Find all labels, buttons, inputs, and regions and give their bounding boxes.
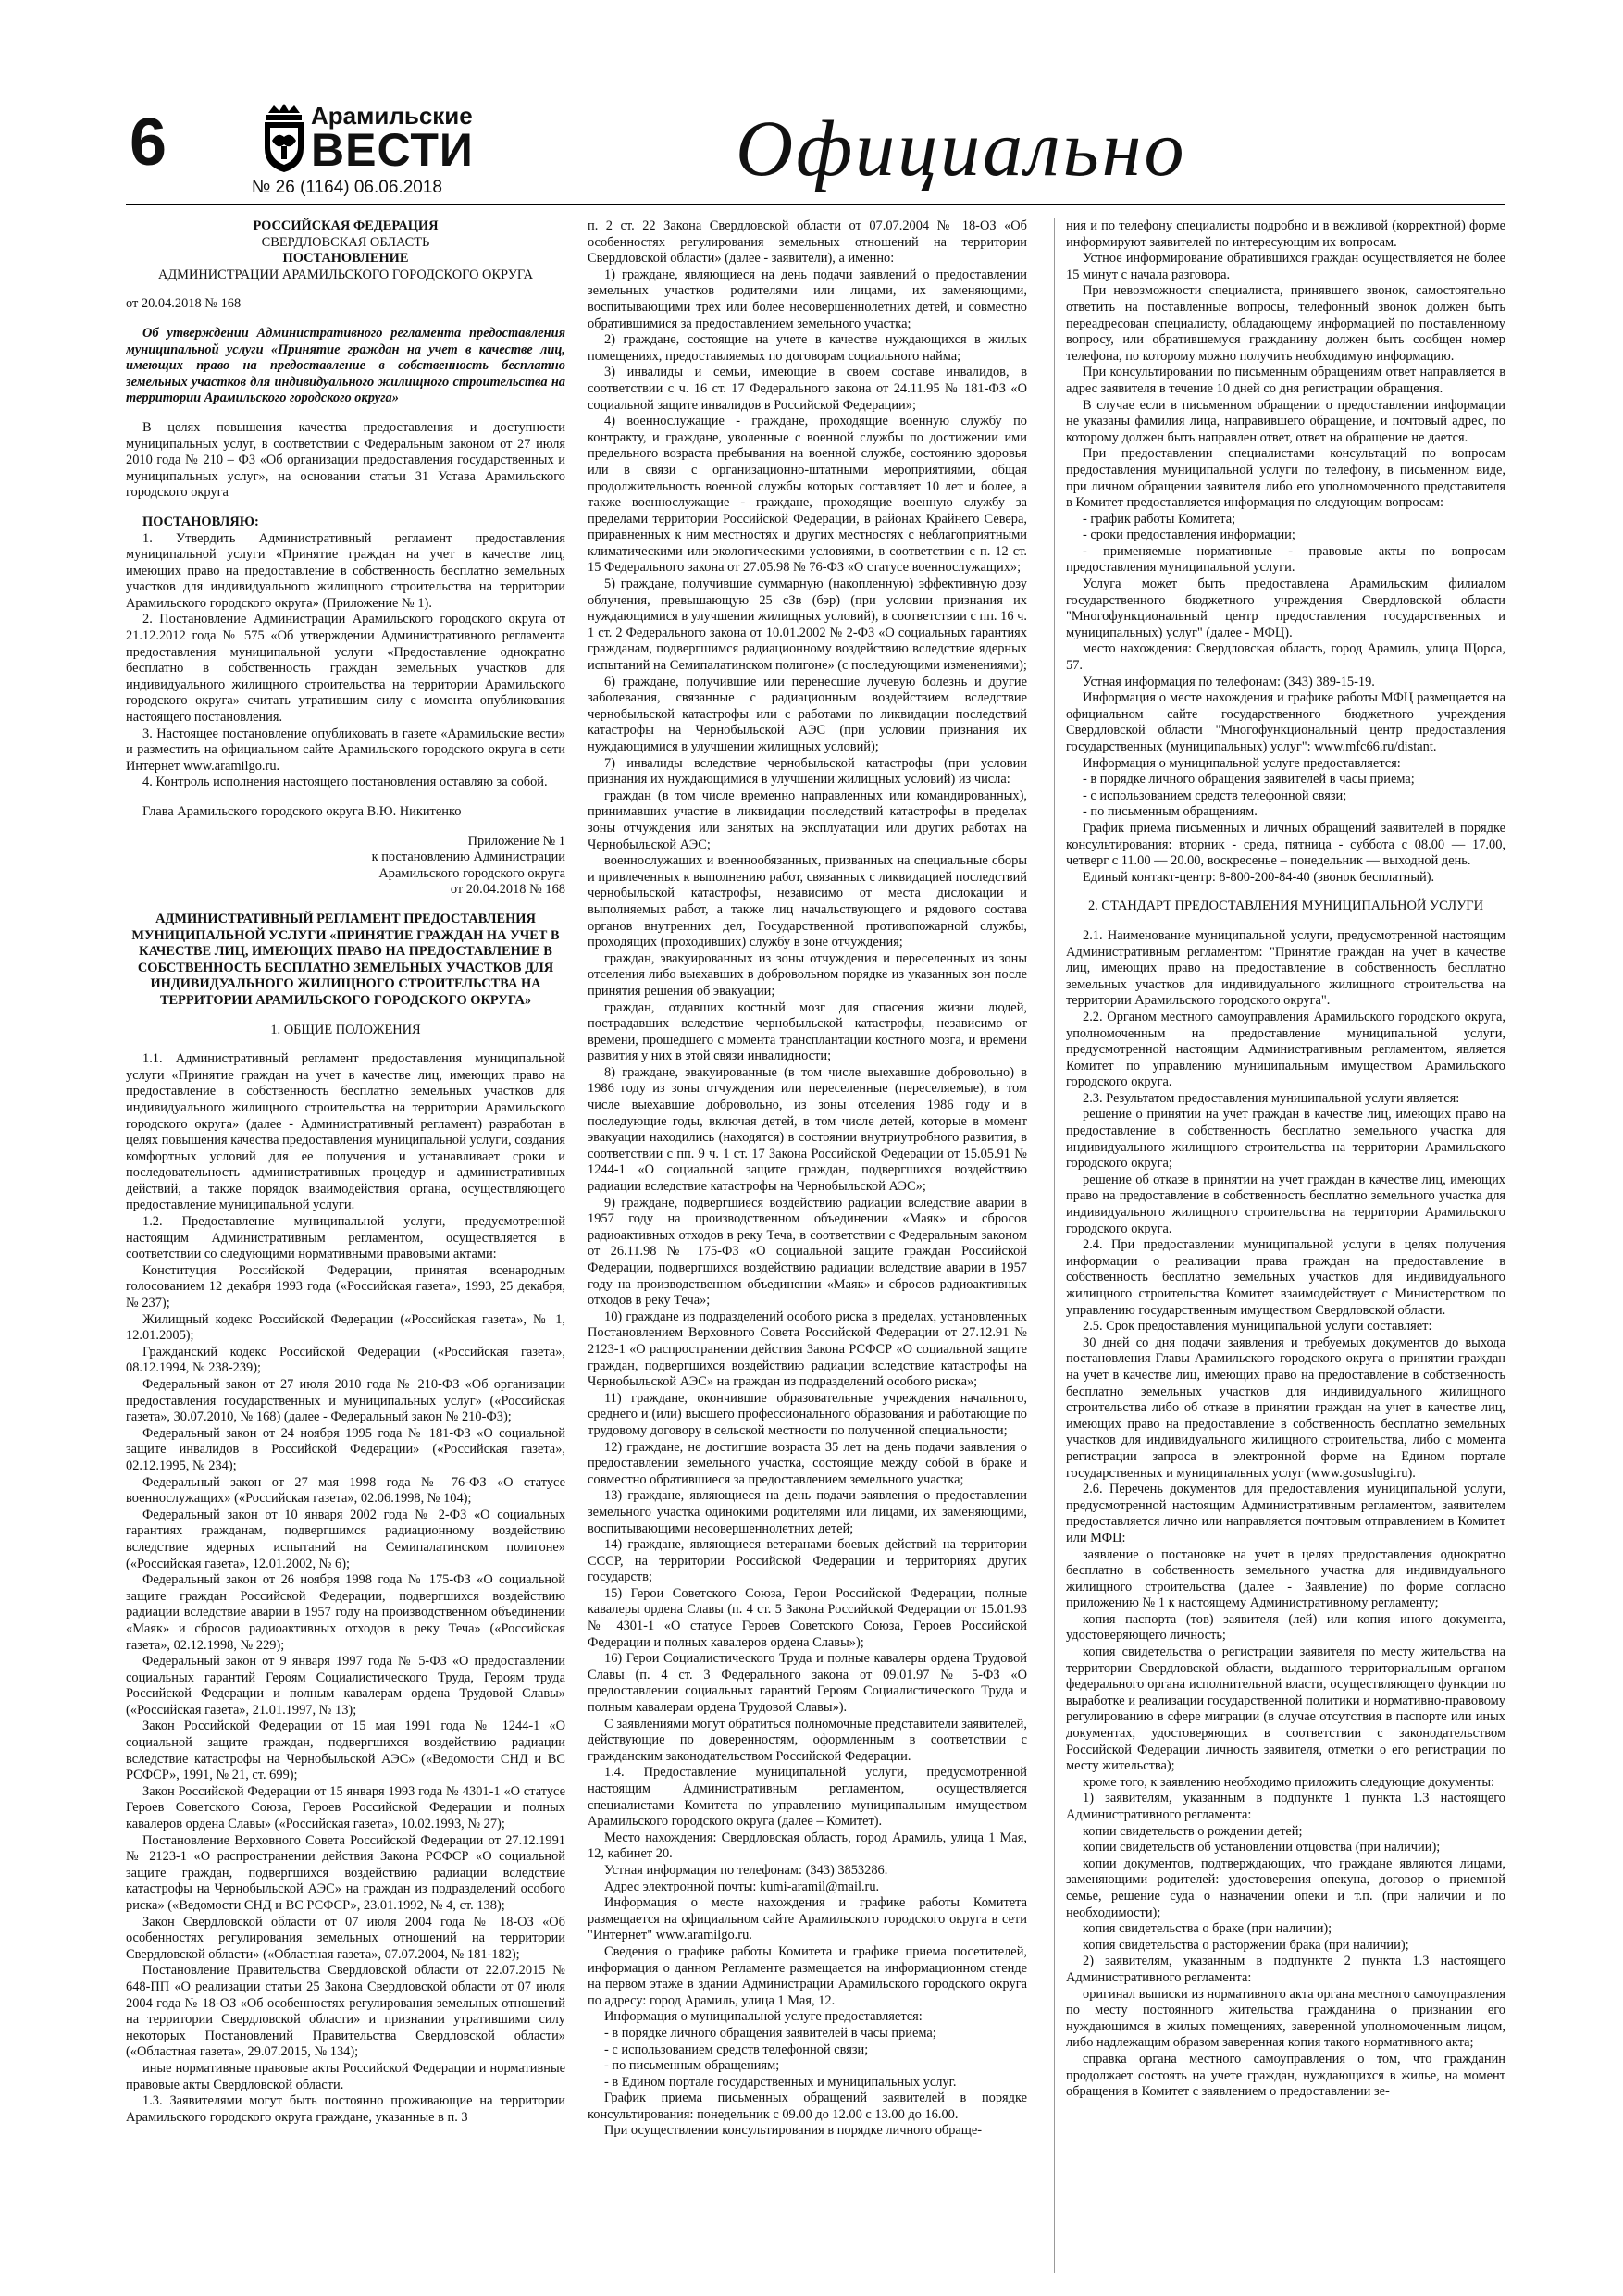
paragraph: 10) граждане из подразделений особого риска в пределах, установленных Постановлением Верховного Совета Российской Федерации от 27.12.91 № 2123-1 «О распространении действия Закона РСФСР «О социальной защите граждан, подвергшихся воздействию радиации вследствие катастрофы на Чернобыльской АЭС» на граждан из подразделений особого риска»; — [588, 1309, 1027, 1390]
masthead — [0, 0, 1623, 204]
brand-title: ВЕСТИ — [311, 124, 474, 176]
paragraph: С заявлениями могут обратиться полномочные представители заявителей, действующие по доверенностям, оформленным в соответствии с гражданским законодательством Российской Федерации. — [588, 1716, 1027, 1764]
paragraph: 2. Постановление Администрации Арамильского городского округа от 21.12.2012 года № 575 «Об утверждении Административного регламента предоставления муниципальной услуги «Предоставление однократно бесплатно в собственность граждан земельных участков для индивидуального жилищного строительства на территории Арамильского городского округа» считать утратившим силу с момента опубликования настоящего постановления. — [126, 612, 565, 726]
paragraph: 1.4. Предоставление муниципальной услуги, предусмотренной настоящим Административным регламентом, осуществляется специалистами Комитета по управлению муниципальным имуществом Арамильского городского округа (далее – Комитет). — [588, 1765, 1027, 1830]
paragraph: 15) Герои Советского Союза, Герои Российской Федерации, полные кавалеры ордена Славы (п. 4 ст. 5 Закона Российской Федерации от 15.01.93 № 4301-1 «О статусе Героев Советского Союза, Героев Российской Федерации и полных кавалеров ордена Славы»); — [588, 1585, 1027, 1650]
paragraph: При консультировании по письменным обращениям ответ направляется в адрес заявителя в течение 10 дней со дня регистрации обращения. — [1066, 365, 1505, 396]
text-column-2 — [588, 218, 1027, 2273]
paragraph: от 20.04.2018 № 168 — [126, 296, 242, 312]
spacer — [1066, 915, 1505, 928]
spacer — [1066, 886, 1505, 899]
paragraph: - с использованием средств телефонной связи; — [1083, 788, 1347, 803]
paragraph: 3) инвалиды и семьи, имеющие в своем составе инвалидов, в соответствии с ч. 16 ст. 17 Федерального закона от 24.11.95 № 181-ФЗ «О социальной защите инвалидов в Российской Федерации»; — [588, 365, 1027, 413]
paragraph: Жилищный кодекс Российской Федерации («Российская газета», № 1, 12.01.2005); — [126, 1311, 565, 1344]
paragraph: 16) Герои Социалистического Труда и полные кавалеры ордена Трудовой Славы (п. 4 ст. 3 Федерального закона от 09.01.97 № 5-ФЗ «О предоставлении социальных гарантий Героям Социалистического Труда и полным кавалерам ордена Трудовой Славы»). — [588, 1651, 1027, 1716]
paragraph: 1.2. Предоставление муниципальной услуги, предусмотренной настоящим Административным регламентом, осуществляется в соответствии со следующими нормативными правовыми актами: — [126, 1214, 565, 1262]
paragraph: - применяемые нормативные - правовые акты по вопросам предоставления муниципальной услуги. — [1066, 543, 1505, 576]
paragraph: Информация о муниципальной услуге предоставляется: — [604, 2009, 923, 2025]
paragraph: иные нормативные правовые акты Российской Федерации и нормативные правовые акты Свердловской области. — [126, 2060, 565, 2092]
page-number: 6 — [130, 105, 167, 180]
header-divider — [126, 204, 1505, 205]
paragraph: Глава Арамильского городского округа В.Ю. Никитенко — [142, 804, 462, 819]
paragraph: - по письменным обращениям. — [1083, 804, 1258, 820]
newspaper-logo — [252, 102, 474, 204]
paragraph: Единый контакт-центр: 8-800-200-84-40 (звонок бесплатный). — [1083, 869, 1435, 885]
spacer — [126, 407, 565, 420]
paragraph: - в порядке личного обращения заявителей в часы приема; — [1083, 772, 1415, 788]
paragraph: АДМИНИСТРАЦИИ АРАМИЛЬСКОГО ГОРОДСКОГО ОКРУГА — [157, 267, 534, 282]
paragraph: 7) инвалиды вследствие чернобыльской катастрофы (при условии признания их нуждающимися в улучшении жилищных условий) из числа: — [588, 755, 1027, 788]
paragraph: При невозможности специалиста, принявшего звонок, самостоятельно ответить на поставленные вопросы, телефонный звонок должен быть переадресован специалисту, обладающему информацией по поставленному вопросу, или обратившемуся гражданину должен быть сообщен номер телефона, по которому можно получить необходимую информацию. — [1066, 283, 1505, 364]
paragraph: Федеральный закон от 27 мая 1998 года № 76-ФЗ «О статусе военнослужащих» («Российская газета», 02.06.1998, № 104); — [126, 1474, 565, 1507]
paragraph: Конституция Российской Федерации, принятая всенародным голосованием 12 декабря 1993 года («Российская газета», 1993, 25 декабря, № 237); — [126, 1262, 565, 1311]
paragraph: 4. Контроль исполнения настоящего постановления оставляю за собой. — [142, 775, 548, 790]
paragraph: 1. Утвердить Административный регламент предоставления муниципальной услуги «Принятие граждан на учет в качестве лиц, имеющих право на предоставление в собственность бесплатно земельных участков для индивидуального жилищного строительства на территории Арамильского городского округа» (Приложение № 1). — [126, 530, 565, 611]
paragraph: Место нахождения: Свердловская область, город Арамиль, улица 1 Мая, 12, кабинет 20. — [588, 1830, 1027, 1862]
spacer — [126, 313, 565, 326]
coat-of-arms-icon — [261, 104, 307, 172]
paragraph: Федеральный закон от 24 ноября 1995 года № 181-ФЗ «О социальной защите инвалидов в Российской Федерации» («Российская газета», 02.12.1995, № 234); — [126, 1425, 565, 1473]
paragraph: 2.6. Перечень документов для предоставления муниципальной услуги, предусмотренной настоящим Административным регламентом, заявителем предоставляется лично или направляется почтовым отправлением в Комитет или МФЦ: — [1066, 1482, 1505, 1545]
paragraph: к постановлению Администрации — [371, 850, 565, 865]
section-title: Официально — [736, 104, 1187, 192]
paragraph: 1) заявителям, указанным в подпункте 1 пункта 1.3 настоящего Административного регламента: — [1066, 1791, 1505, 1822]
paragraph: - в порядке личного обращения заявителей в часы приема; — [604, 2025, 936, 2041]
paragraph: - с использованием средств телефонной связи; — [604, 2042, 869, 2057]
paragraph: Гражданский кодекс Российской Федерации («Российская газета», 08.12.1994, № 238-239); — [126, 1344, 565, 1376]
paragraph: Федеральный закон от 27 июля 2010 года № 210-ФЗ «Об организации предоставления государственных и муниципальных услуг» («Российская газета», 30.07.2010, № 168) (далее - Федеральный закон № 210-ФЗ); — [126, 1377, 565, 1425]
column-divider — [1054, 218, 1055, 2273]
paragraph: военнослужащих и военнообязанных, призванных на специальные сборы и привлеченных к выполнению работ, связанных с ликвидацией последствий чернобыльской катастрофы, независимо от места дислокации и выполняемых работ, а также лиц начальствующего и рядового состава органов внутренних дел, Государственной противопожарной службы, проходящих (проходивших) службу в зоне отчуждения; — [588, 853, 1027, 950]
paragraph: 2) заявителям, указанным в подпункте 2 пункта 1.3 настоящего Административного регламента: — [1066, 1954, 1505, 1985]
paragraph: ПОСТАНОВЛЕНИЕ — [282, 251, 409, 267]
text-column-3 — [1066, 218, 1505, 2273]
paragraph: справка органа местного самоуправления о том, что гражданин продолжает состоять на учете граждан, нуждающихся в жилье, на момент обращения в Комитет с заявлением о предоставлении зе- — [1066, 2051, 1505, 2100]
paragraph: Приложение № 1 — [467, 833, 565, 849]
spacer — [126, 791, 565, 804]
paragraph: Услуга может быть предоставлена Арамильским филиалом государственного бюджетного учреждения Свердловской области "Многофункциональный центр предоставления государственных и муниципальных) услуг" (далее - МФЦ). — [1066, 577, 1505, 640]
paragraph: копия свидетельства о расторжении брака (при наличии); — [1083, 1937, 1409, 1953]
spacer — [126, 899, 565, 912]
paragraph: Постановление Правительства Свердловской области от 22.07.2015 № 648-ПП «О реализации статьи 25 Закона Свердловской области от 07 июля 2004 года № 18-ОЗ «Об особенностях регулирования земельных отношений на территории Свердловской области» и признании утратившими силу некоторых Постановлений Правительства Свердловской области» («Областная газета», 29.07.2015, № 134); — [126, 1963, 565, 2060]
paragraph: Информация о месте нахождения и графике работы МФЦ размещается на официальном сайте государственного бюджетного учреждения Свердловской области "Многофункциональный центр предоставления государственных (муниципальных) услуг": www.mfc66.ru/distant. — [1066, 690, 1505, 754]
paragraph: График приема письменных и личных обращений заявителей в порядке консультирования: вторник - среда, пятница - суббота с 08.00 — 17.00, четверг с 11.00 — 20.00, воскресенье – понедельник — выходной день. — [1066, 820, 1505, 869]
paragraph: 1.1. Административный регламент предоставления муниципальной услуги «Принятие граждан на учет в качестве лиц, имеющих право на предоставление в собственность бесплатно земельных участков для индивидуального жилищного строительства на территории Арамильского городского округа» (далее - Административный регламент) разработан в целях повышения качества предоставления муниципальной услуги, создания комфортных условий для ее получения и устанавливает сроки и последовательность административных процедур и административных действий, а также порядок взаимодействия органа, осуществляющего предоставление муниципальной услуги. — [126, 1051, 565, 1213]
paragraph: РОССИЙСКАЯ ФЕДЕРАЦИЯ — [253, 218, 439, 233]
paragraph: Сведения о графике работы Комитета и графике приема посетителей, информация о данном Регламенте размещается на информационном стенде на первом этаже в здании Администрации Арамильского городского округа по адресу: город Арамиль, улица 1 Мая, 12. — [588, 1943, 1027, 2008]
paragraph: 1.3. Заявителями могут быть постоянно проживающие на территории Арамильского городского округа граждане, указанные в п. 3 — [126, 2093, 565, 2125]
paragraph: 1) граждане, являющиеся на день подачи заявлений о предоставлении земельных участков родителями или лицами, их заменяющими, воспитывающими трех или более несовершеннолетних детей, и совместно обратившимися за предоставлением земельного участка; — [588, 267, 1027, 331]
paragraph: кроме того, к заявлению необходимо приложить следующие документы: — [1083, 1774, 1495, 1790]
paragraph: 11) граждане, окончившие образовательные учреждения начального, среднего и (или) высшего профессионального образования и работающие по трудовому договору в сельской местности по полученной специальности; — [588, 1390, 1027, 1438]
paragraph: граждан (в том числе временно направленных или командированных), принимавших участие в ликвидации последствий катастрофы в пределах зоны отчуждения или занятых на эксплуатации или других работах на Чернобыльской АЭС; — [588, 788, 1027, 852]
paragraph: 14) граждане, являющиеся ветеранами боевых действий на территории СССР, на территории Российской Федерации и территориях других государств; — [588, 1537, 1027, 1585]
paragraph: Закон Российской Федерации от 15 мая 1991 года № 1244-1 «О социальной защите граждан, подвергшихся воздействию радиации вследствие катастрофы на Чернобыльской АЭС» («Ведомости СНД и ВС РСФСР», 1991, № 21, ст. 699); — [126, 1719, 565, 1783]
paragraph: Федеральный закон от 26 ноября 1998 года № 175-ФЗ «О социальной защите граждан Российской Федерации, подвергшихся воздействию радиации вследствие аварии в 1957 году на производственном объединении «Маяк» и сбросов радиоактивных отходов в реку Теча» («Российская газета», 02.12.1998, № 229); — [126, 1572, 565, 1653]
paragraph: оригинал выписки из нормативного акта органа местного самоуправления по месту постоянного жительства гражданина о признании его нуждающимся в жилых помещениях, заверенной уполномоченным лицом, либо надлежащим образом заверенная копия такого нормативного акта; — [1066, 1986, 1505, 2051]
paragraph: ПОСТАНОВЛЯЮ: — [142, 514, 259, 529]
paragraph: 30 дней со дня подачи заявления и требуемых документов до выхода постановления Главы Арамильского городского округа о принятии граждан на учет в качестве лиц, имеющих право на предоставление в собственность бесплатно земельных участков для индивидуального жилищного строительства либо об отказе в принятии граждан на учет в качестве лиц, имеющих право на предоставление в собственность бесплатно земельных участков для индивидуального жилищного строительства, либо с момента регистрации запроса в электронной форме на Едином портале государственных и муниципальных услуг (www.gosuslugi.ru). — [1066, 1334, 1505, 1481]
paragraph: 6) граждане, получившие или перенесшие лучевую болезнь и другие заболевания, связанные с радиационным воздействием вследствие чернобыльской катастрофы или с работами по ликвидации последствий катастрофы на Чернобыльской АЭС (при условии признания их нуждающимися в улучшении жилищных условий); — [588, 674, 1027, 754]
paragraph: п. 2 ст. 22 Закона Свердловской области от 07.07.2004 № 18-ОЗ «Об особенностях регулирования земельных отношений на территории Свердловской области» (далее - заявители), а именно: — [588, 218, 1027, 267]
paragraph: Об утверждении Административного регламента предоставления муниципальной услуги «Принятие граждан на учет в качестве лиц, имеющих право на предоставление в собственность бесплатно земельных участков для индивидуального жилищного строительства на территории Арамильского городского округа» — [126, 325, 565, 406]
paragraph: 2) граждане, состоящие на учете в качестве нуждающихся в жилых помещениях, предоставляемых по договорам социального найма; — [588, 332, 1027, 364]
paragraph: Закон Российской Федерации от 15 января 1993 года № 4301-1 «О статусе Героев Советского Союза, Героев Российской Федерации и полных кавалеров ордена Славы» («Российская газета», 10.02.1993, № 27); — [126, 1783, 565, 1832]
paragraph: При предоставлении специалистами консультаций по вопросам предоставления муниципальной услуги по телефону, в письменном виде, при личном обращении заявителя либо его уполномоченного представителя в Комитет предоставляется информация по следующим вопросам: — [1066, 446, 1505, 511]
paragraph: 2.2. Органом местного самоуправления Арамильского городского округа, уполномоченным на предоставление муниципальной услуги, предусмотренной настоящим Административным регламентом, является Комитет по управлению муниципальным имуществом Арамильского городского округа. — [1066, 1009, 1505, 1090]
paragraph: Устная информация по телефонам: (343) 389-15-19. — [1083, 674, 1375, 689]
paragraph: ния и по телефону специалисты подробно и в вежливой (корректной) форме информируют заявителей по интересующим их вопросам. — [1066, 218, 1505, 250]
paragraph: 5) граждане, получившие суммарную (накопленную) эффективную дозу облучения, превышающую 25 сЗв (бэр) (при условии признания их нуждающимися в улучшении жилищных условий), в соответствии с пп. 16 ч. 1 ст. 2 Федерального закона от 10.01.2002 № 2-ФЗ «О социальных гарантиях гражданам, подвергшимся радиационному воздействию вследствие ядерных испытаний на Семипалатинском полигоне» (с последующими изменениями); — [588, 577, 1027, 674]
paragraph: копии документов, подтверждающих, что граждане являются лицами, заменяющими родителей: удостоверения опекуна, договор о приемной семье, решение суда о назначении опеки и т.п. (при наличии и по необходимости); — [1066, 1855, 1505, 1920]
brand-subtitle: Арамильские — [311, 102, 473, 130]
paragraph: 4) военнослужащие - граждане, проходящие военную службу по контракту, и граждане, уволенные с военной службы по достижении ими предельного возраста пребывания на военной службе, состоянию здоровья или в связи с организационно-штатными мероприятиями, общая продолжительность военной службы которых составляет 10 лет и более, а также военнослужащие - граждане, проходящие военную службу за пределами территории Российской Федерации, в районах Крайнего Севера, приравненных к ним местностях и других местностях с неблагоприятными климатическими или экологическими условиями, в соответствии с п. 12 ст. 15 Федерального закона от 27.05.98 № 76-ФЗ «О статусе военнослужащих»; — [588, 414, 1027, 576]
paragraph: 9) граждане, подвергшиеся воздействию радиации вследствие аварии в 1957 году на производственном объединении «Маяк» и сбросов радиоактивных отходов в реку Теча, в соответствии с Федеральным законом от 26.11.98 № 175-ФЗ «О социальной защите граждан Российской Федерации, подвергшихся воздействию радиации вследствие аварии в 1957 году на производственном объединении «Маяк» и сбросов радиоактивных отходов в реку Теча»; — [588, 1195, 1027, 1309]
paragraph: копии свидетельств об установлении отцовства (при наличии); — [1083, 1840, 1441, 1855]
paragraph: копия свидетельства о браке (при наличии); — [1083, 1921, 1332, 1937]
spacer — [126, 1038, 565, 1051]
paragraph: При осуществлении консультирования в порядке личного обраще- — [604, 2123, 983, 2139]
paragraph: копия свидетельства о регистрации заявителя по месту жительства на территории Свердловской области, выданного территориальным органом федерального органа исполнительной власти, осуществляющего функции по выработке и реализации государственной политики и нормативно-правовому регулированию в сфере миграции (в случае отсутствия в паспорте или иных документах, удостоверяющих в соответствии с законодательством Российской Федерации личность заявителя, отметки о его регистрации по месту жительства); — [1066, 1644, 1505, 1774]
paragraph: - по письменным обращениям; — [604, 2058, 780, 2074]
paragraph: 13) граждане, являющиеся на день подачи заявления о предоставлении земельного участка одинокими родителями или лицами, их заменяющими, воспитывающими несовершеннолетних детей; — [588, 1488, 1027, 1536]
paragraph: Информация о месте нахождения и графике работы Комитета размещается на официальном сайте Арамильского городского округа в сети "Интернет" www.aramilgo.ru. — [588, 1895, 1027, 1943]
paragraph: Арамильского городского округа — [378, 865, 565, 881]
paragraph: 2. СТАНДАРТ ПРЕДОСТАВЛЕНИЯ МУНИЦИПАЛЬНОЙ УСЛУГИ — [1087, 899, 1484, 914]
paragraph: копия паспорта (тов) заявителя (лей) или копия иного документа, удостоверяющего личность; — [1066, 1611, 1505, 1644]
paragraph: 2.1. Наименование муниципальной услуги, предусмотренной настоящим Административным регламентом: "Принятие граждан на учет в качестве лиц, имеющих право на предоставление в собственность бесплатно земельных участков для индивидуального жилищного строительства на территории Арамильского городского округа". — [1066, 927, 1505, 1009]
paragraph: граждан, эвакуированных из зоны отчуждения и переселенных из зоны отселения либо выехавших в добровольном порядке из указанных зон после принятия решения об эвакуации; — [588, 950, 1027, 999]
paragraph: График приема письменных обращений заявителей в порядке консультирования: понедельник с 09.00 до 12.00 с 13.00 до 16.00. — [588, 2091, 1027, 2122]
spacer — [126, 1010, 565, 1023]
paragraph: 3. Настоящее постановление опубликовать в газете «Арамильские вести» и разместить на официальном сайте Арамильского городского округа в сети Интернет www.aramilgo.ru. — [126, 726, 565, 774]
paragraph: решение о принятии на учет граждан в качестве лиц, имеющих право на предоставление в собственность бесплатно земельного участка для индивидуального жилищного строительства на территории Арамильского городского округа; — [1066, 1107, 1505, 1172]
paragraph: граждан, отдавших костный мозг для спасения жизни людей, пострадавших вследствие чернобыльской катастрофы, независимо от времени, прошедшего с момента трансплантации костного мозга, и времени развития у них в этой связи инвалидности; — [588, 999, 1027, 1064]
paragraph: место нахождения: Свердловская область, город Арамиль, улица Щорса, 57. — [1066, 641, 1505, 674]
paragraph: Адрес электронной почты: kumi-aramil@mail.ru. — [604, 1879, 880, 1894]
spacer — [126, 283, 565, 296]
paragraph: Устное информирование обратившихся граждан осуществляется не более 15 минут с начала разговора. — [1066, 251, 1505, 282]
paragraph: В случае если в письменном обращении о предоставлении информации не указаны фамилия лица, направившего обращение, и почтовый адрес, по которому должен быть направлен ответ, ответ на обращение не дается. — [1066, 397, 1505, 445]
paragraph: от 20.04.2018 № 168 — [450, 882, 565, 898]
paragraph: - в Едином портале государственных и муниципальных услуг. — [604, 2074, 957, 2090]
paragraph: Закон Свердловской области от 07 июля 2004 года № 18-ОЗ «Об особенностях регулирования земельных отношений на территории Свердловской области» («Областная газета», 07.07.2004, № 181-182); — [126, 1914, 565, 1962]
paragraph: - график работы Комитета; — [1083, 511, 1236, 527]
paragraph: заявление о постановке на учет в целях предоставления однократно бесплатно в собственность земельного участка для индивидуального жилищного строительства (далее - Заявление) по форме согласно приложению № 1 к настоящему Административному регламенту; — [1066, 1546, 1505, 1611]
paragraph: В целях повышения качества предоставления и доступности муниципальных услуг, в соответствии с Федеральным законом от 27 июля 2010 года № 210 – ФЗ «Об организации предоставления государственных и муниципальных услуг», на основании статьи 31 Устава Арамильского городского округа — [126, 419, 565, 501]
paragraph: Федеральный закон от 10 января 2002 года № 2-ФЗ «О социальных гарантиях гражданам, подвергшимся радиационному воздействию вследствие ядерных испытаний на Семипалатинском полигоне» («Российская газета», 12.01.2002, № 6); — [126, 1507, 565, 1571]
issue-number: № 26 (1164) 06.06.2018 — [252, 178, 442, 197]
text-column-1 — [126, 218, 565, 2273]
paragraph: 2.3. Результатом предоставления муниципальной услуги является: — [1083, 1090, 1460, 1106]
paragraph: АДМИНИСТРАТИВНЫЙ РЕГЛАМЕНТ ПРЕДОСТАВЛЕНИЯ МУНИЦИПАЛЬНОЙ УСЛУГИ «ПРИНЯТИЕ ГРАЖДАН НА УЧЕТ В КАЧЕСТВЕ ЛИЦ, ИМЕЮЩИХ ПРАВО НА ПРЕДОСТАВЛЕНИЕ В СОБСТВЕННОСТЬ БЕСПЛАТНО ЗЕМЕЛЬНЫХ УЧАСТКОВ ДЛЯ ИНДИВИДУАЛЬНОГО ЖИЛИЩНОГО СТРОИТЕЛЬСТВА НА ТЕРРИТОРИИ АРАМИЛЬСКОГО ГОРОДСКОГО ОКРУГА» — [131, 911, 560, 1008]
paragraph: СВЕРДЛОВСКАЯ ОБЛАСТЬ — [261, 234, 430, 250]
paragraph: Устная информация по телефонам: (343) 3853286. — [604, 1862, 888, 1878]
paragraph: Информация о муниципальной услуге предоставляется: — [1083, 755, 1401, 771]
paragraph: 12) граждане, не достигшие возраста 35 лет на день подачи заявления о предоставлении земельного участка, состоящие между собой в браке и совместно обратившиеся за предоставлением земельного участка; — [588, 1439, 1027, 1487]
paragraph: копии свидетельств о рождении детей; — [1083, 1823, 1303, 1839]
paragraph: - сроки предоставления информации; — [1083, 527, 1295, 543]
paragraph: решение об отказе в принятии на учет граждан в качестве лиц, имеющих право на предоставление в собственность бесплатно земельного участка для индивидуального жилищного строительства на территории Арамильского городского округа. — [1066, 1172, 1505, 1236]
paragraph: 8) граждане, эвакуированные (в том числе выехавшие добровольно) в 1986 году из зоны отчуждения или переселенные (переселяемые), в том числе выехавшие добровольно, из зоны отселения 1986 году и в последующие годы, включая детей, в том числе детей, которые в момент эвакуации находились (находятся) в состоянии внутриутробного развития, в соответствии с пп. 9 ч. 1 ст. 17 Закона Российской Федерации от 15.05.91 № 1244-1 «О социальной защите граждан, подвергшихся воздействию радиации вследствие катастрофы на Чернобыльской АЭС»; — [588, 1064, 1027, 1195]
paragraph: 2.4. При предоставлении муниципальной услуги в целях получения информации о реализации права граждан на предоставление в собственность бесплатно земельных участков для индивидуального жилищного строительства Комитет взаимодействует с Министерством по управлению государственным имуществом Свердловской области. — [1066, 1237, 1505, 1318]
paragraph: Постановление Верховного Совета Российской Федерации от 27.12.1991 № 2123-1 «О распространении действия Закона РСФСР «О социальной защите граждан, подвергшихся воздействию радиации вследствие катастрофы на Чернобыльской АЭС» на граждан из подразделений особого риска» («Ведомости СНД и ВС РСФСР», 23.01.1992, № 4, ст. 138); — [126, 1832, 565, 1913]
paragraph: 2.5. Срок предоставления муниципальной услуги составляет: — [1083, 1319, 1432, 1334]
spacer — [126, 502, 565, 515]
paragraph: 1. ОБЩИЕ ПОЛОЖЕНИЯ — [270, 1022, 421, 1037]
paragraph: Федеральный закон от 9 января 1997 года № 5-ФЗ «О предоставлении социальных гарантий Героям Социалистического Труда, Героям труда Российской Федерации и полным кавалерам ордена Трудовой Славы» («Российская газета», 21.01.1997, № 13); — [126, 1654, 565, 1718]
spacer — [126, 821, 565, 834]
